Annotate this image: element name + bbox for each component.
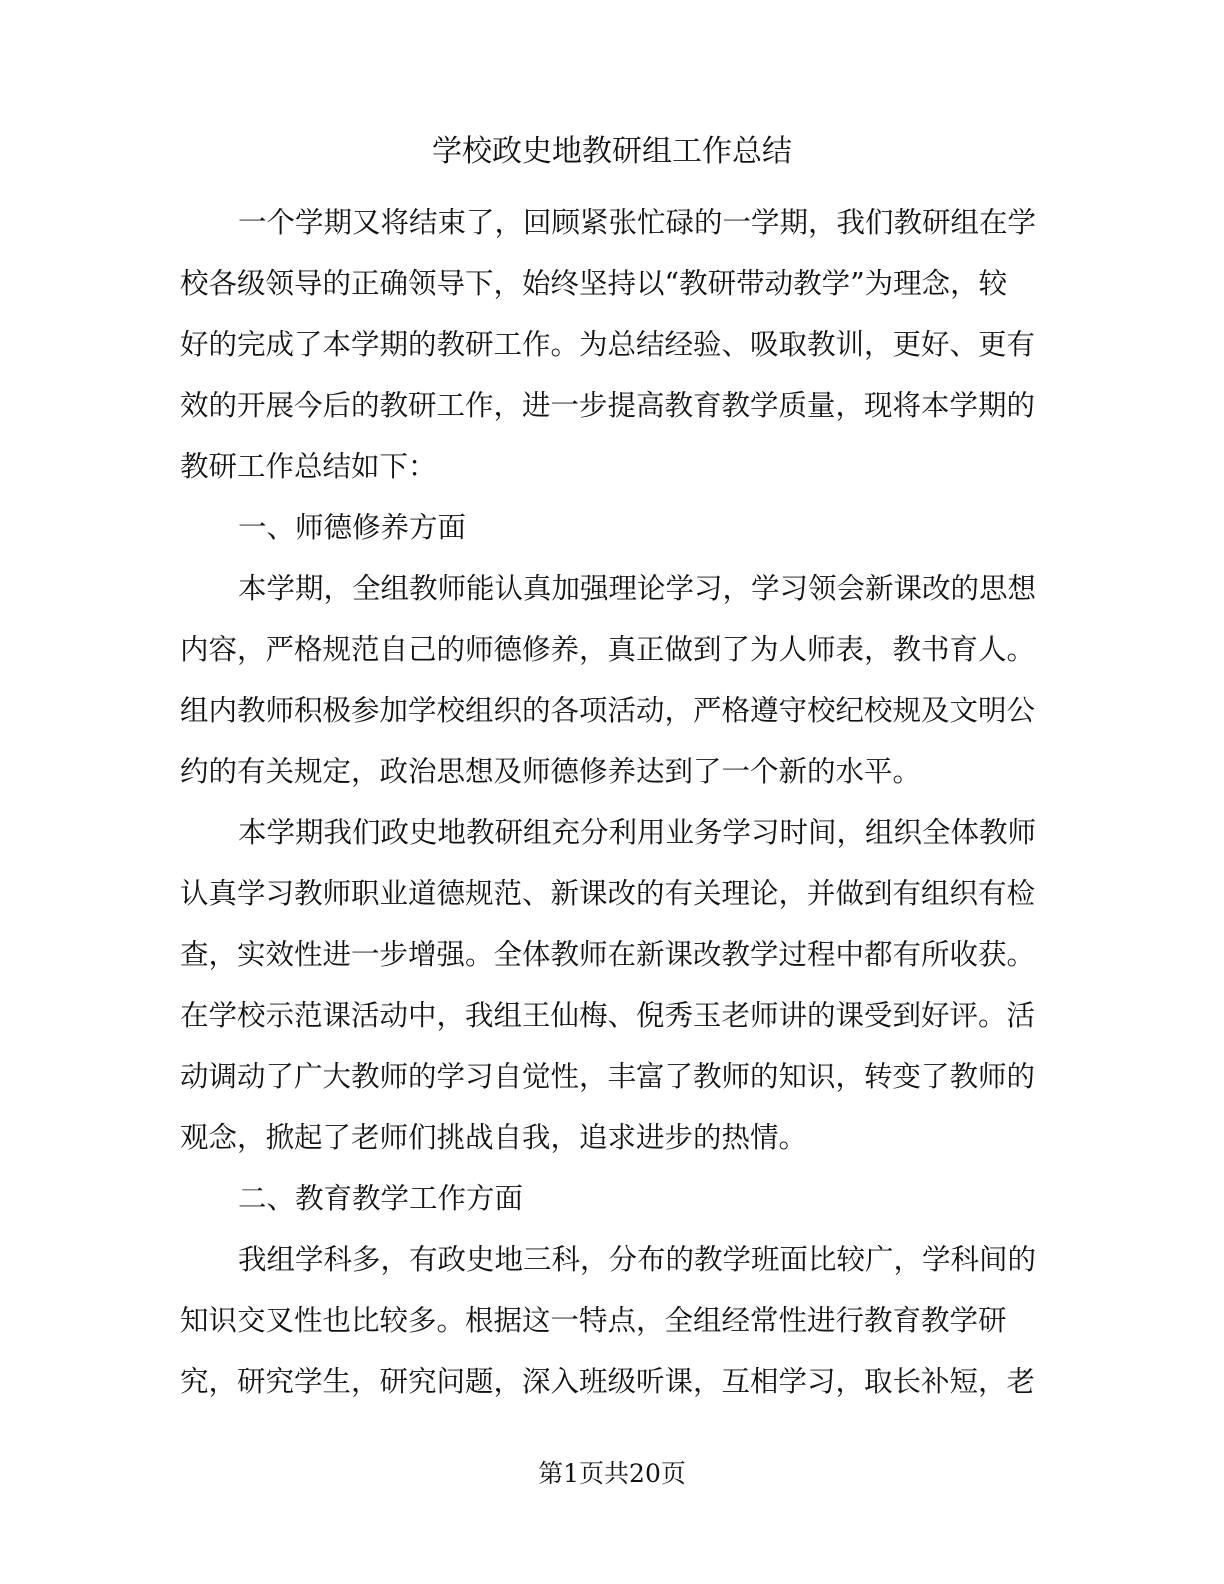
text-line: 我组学科多，有政史地三科，分布的教学班面比较广，学科间的 [238,1243,1037,1276]
text-line: 查，实效性进一步增强。全体教师在新课改教学过程中都有所收获。 [180,938,1036,971]
text-line: 一个学期又将结束了，回顾紧张忙碌的一学期，我们教研组在学 [238,206,1037,239]
document-body [180,192,1037,1412]
text-line: 二、教育教学工作方面 [238,1182,524,1215]
text-line: 效的开展今后的教研工作，进一步提高教育教学质量，现将本学期的 [180,389,1036,422]
document-title: 学校政史地教研组工作总结 [432,134,792,169]
text-line: 内容，严格规范自己的师德修养，真正做到了为人师表，教书育人。 [180,633,1036,666]
text-line: 在学校示范课活动中，我组王仙梅、倪秀玉老师讲的课受到好评。活 [180,999,1036,1032]
text-line: 知识交叉性也比较多。根据这一特点，全组经常性进行教育教学研 [180,1304,1007,1337]
text-line: 一、师德修养方面 [238,511,467,544]
text-line: 究，研究学生，研究问题，深入班级听课，互相学习，取长补短，老 [180,1365,1036,1398]
text-line: 校各级领导的正确领导下，始终坚持以“教研带动教学”为理念，较 [180,267,1008,300]
text-line: 认真学习教师职业道德规范、新课改的有关理论，并做到有组织有检 [180,877,1036,910]
text-line: 好的完成了本学期的教研工作。为总结经验、吸取教训，更好、更有 [180,328,1036,361]
text-line: 教研工作总结如下： [180,450,437,483]
text-line: 本学期我们政史地教研组充分利用业务学习时间，组织全体教师 [238,816,1037,849]
text-line: 本学期，全组教师能认真加强理论学习，学习领会新课改的思想 [238,572,1037,605]
text-line: 组内教师积极参加学校组织的各项活动，严格遵守校纪校规及文明公 [180,694,1036,727]
text-line: 约的有关规定，政治思想及师德修养达到了一个新的水平。 [180,755,922,788]
page-footer: 第1页共20页 [538,1459,686,1488]
text-line: 观念，掀起了老师们挑战自我，追求进步的热情。 [180,1121,808,1154]
text-line: 动调动了广大教师的学习自觉性，丰富了教师的知识，转变了教师的 [180,1060,1036,1093]
